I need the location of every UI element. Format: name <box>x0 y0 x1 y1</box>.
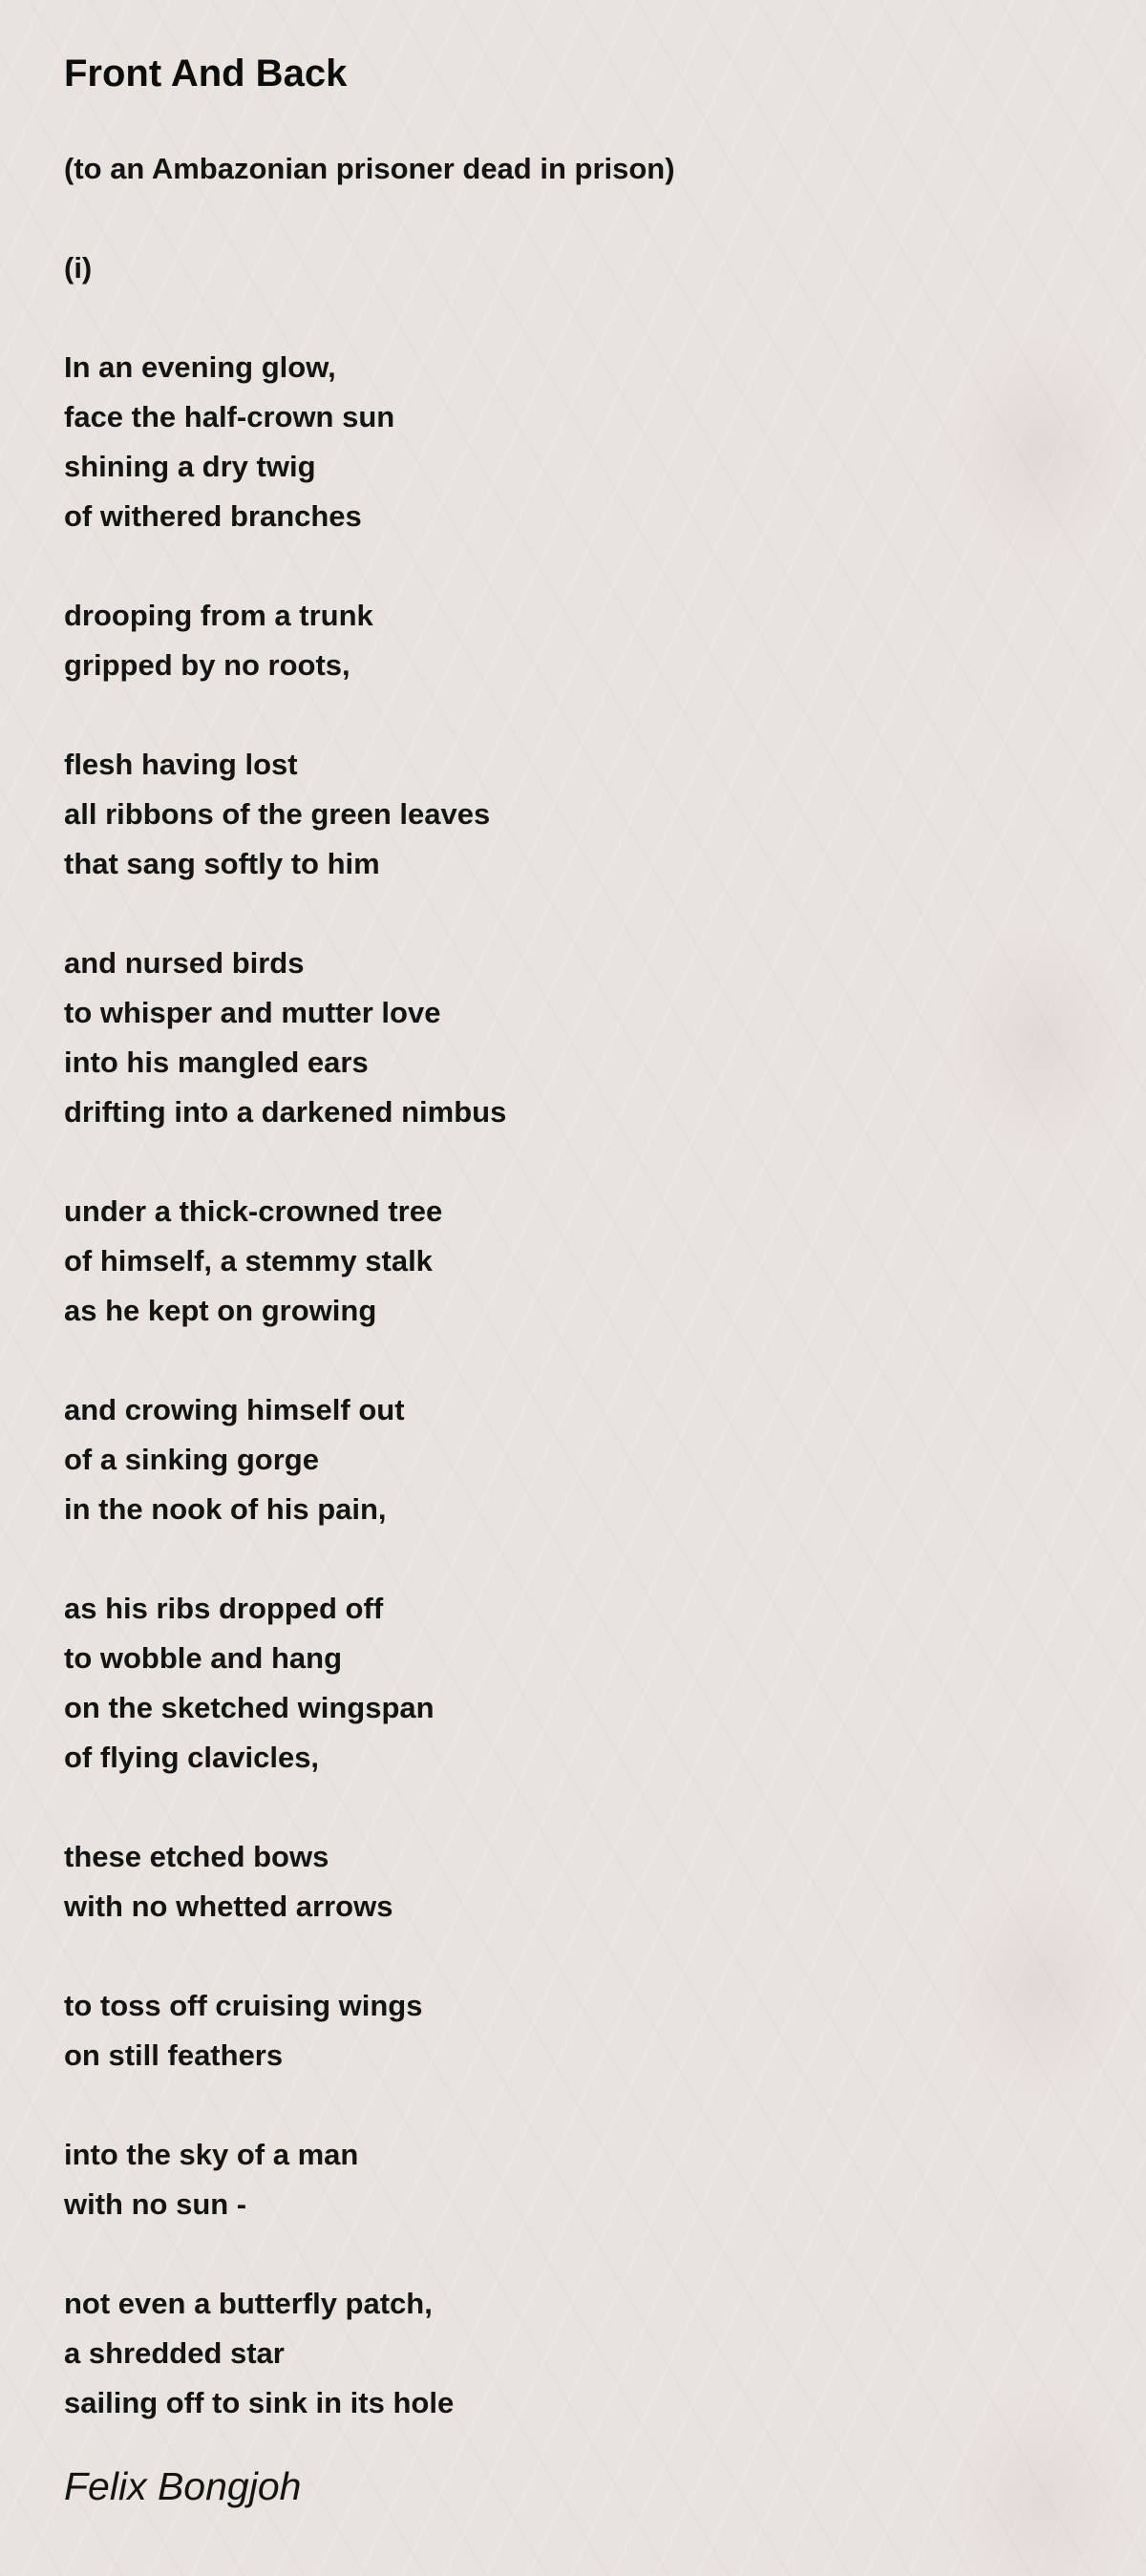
stanza-break <box>64 1932 1095 1981</box>
poem-line: to toss off cruising wings <box>64 1989 423 2022</box>
poem-line: (to an Ambazonian prisoner dead in prison) <box>64 152 675 185</box>
stanza-break <box>64 2080 1095 2130</box>
poem-line: of a sinking gorge <box>64 1443 319 1476</box>
poem-line: that sang softly to him <box>64 847 380 880</box>
poem-line: all ribbons of the green leaves <box>64 797 491 831</box>
poem-line: these etched bows <box>64 1840 329 1873</box>
poem-line: to whisper and mutter love <box>64 996 441 1029</box>
poem-line: on still feathers <box>64 2038 284 2072</box>
poem-line: of flying clavicles, <box>64 1741 320 1774</box>
poem-line: of himself, a stemmy stalk <box>64 1244 433 1277</box>
poem-line: of withered branches <box>64 499 362 533</box>
poem-line: and crowing himself out <box>64 1393 405 1426</box>
poem-line: drooping from a trunk <box>64 599 373 632</box>
poem-line: not even a butterfly patch, <box>64 2287 433 2320</box>
poem-body <box>64 144 1095 2428</box>
poem-line: into the sky of a man <box>64 2138 359 2171</box>
stanza-break <box>64 1534 1095 1584</box>
poem-line: as he kept on growing <box>64 1294 377 1327</box>
poem-line: on the sketched wingspan <box>64 1691 435 1724</box>
poem-line: and nursed birds <box>64 946 305 980</box>
poem-line: in the nook of his pain, <box>64 1492 387 1526</box>
poem-line: under a thick-crowned tree <box>64 1194 443 1228</box>
stanza-break <box>64 690 1095 740</box>
poem-page <box>64 0 1095 2510</box>
poem-line: shining a dry twig <box>64 450 316 483</box>
stanza-break <box>64 194 1095 243</box>
poem-line: with no whetted arrows <box>64 1890 393 1923</box>
stanza-break <box>64 2229 1095 2279</box>
stanza-break <box>64 1137 1095 1187</box>
poem-line: In an evening glow, <box>64 350 336 384</box>
poem-line: drifting into a darkened nimbus <box>64 1095 507 1129</box>
stanza-break <box>64 541 1095 591</box>
poem-line: sailing off to sink in its hole <box>64 2386 455 2419</box>
poem-line: (i) <box>64 251 93 285</box>
poem-line: face the half-crown sun <box>64 400 395 433</box>
poem-line: a shredded star <box>64 2336 285 2370</box>
poem-line: to wobble and hang <box>64 1641 343 1675</box>
poem-title: Front And Back <box>64 53 348 95</box>
poem-author: Felix Bongjoh <box>64 2464 302 2508</box>
poem-line: into his mangled ears <box>64 1045 369 1079</box>
poem-line: gripped by no roots, <box>64 648 350 682</box>
stanza-break <box>64 1336 1095 1385</box>
stanza-break <box>64 1783 1095 1832</box>
stanza-break <box>64 889 1095 939</box>
poem-line: flesh having lost <box>64 748 298 781</box>
poem-line: with no sun - <box>64 2187 247 2221</box>
poem-line: as his ribs dropped off <box>64 1592 384 1625</box>
stanza-break <box>64 293 1095 343</box>
